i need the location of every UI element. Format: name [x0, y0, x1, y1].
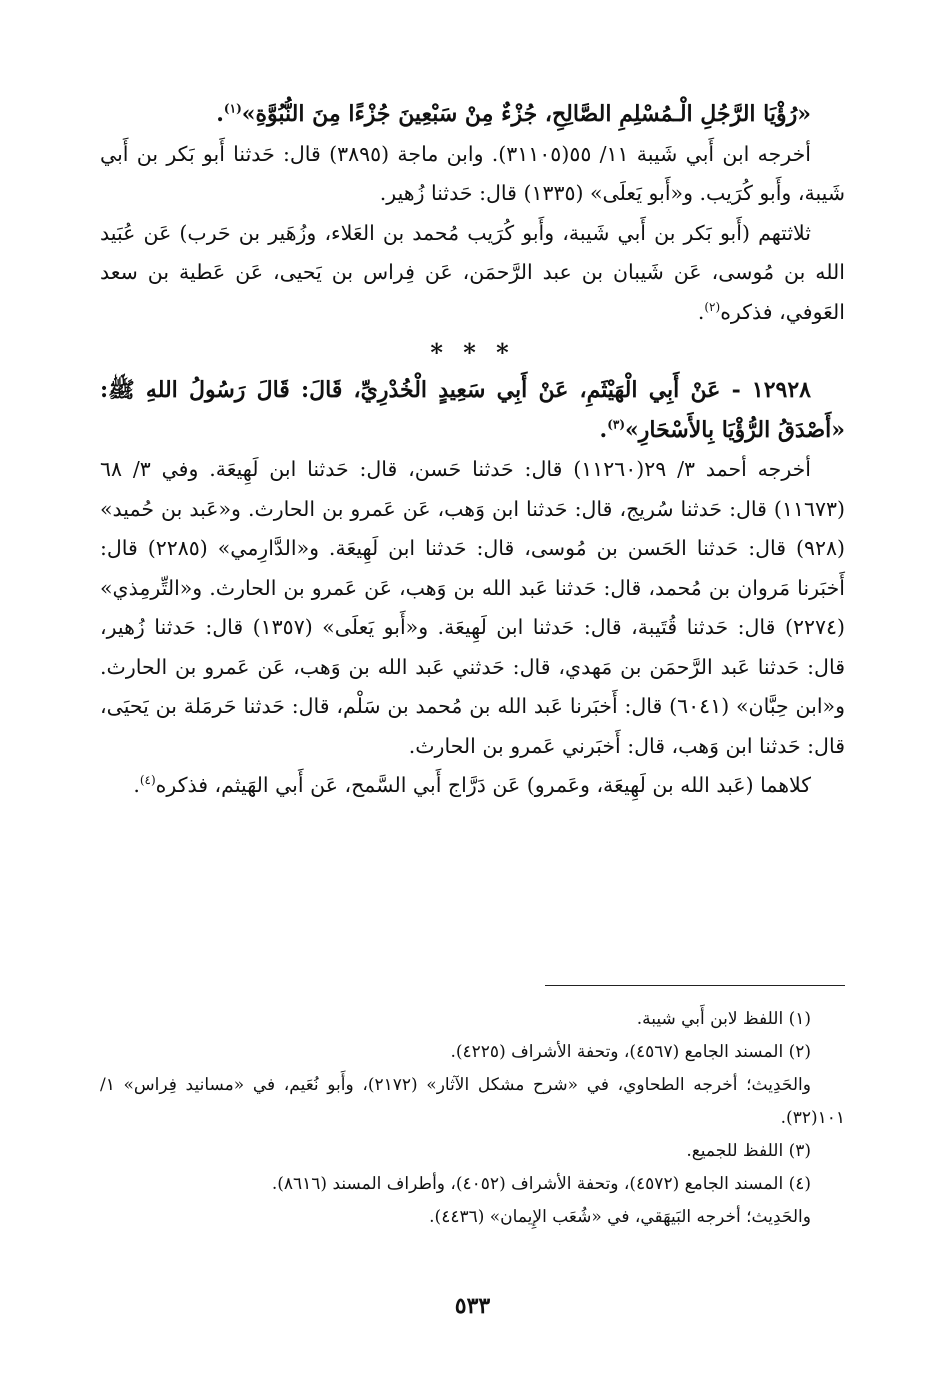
footnote-1: (١) اللفظ لابن أَبي شيبة.: [636, 1009, 811, 1029]
isnad-paragraph-2: كلاهما (عَبد الله بن لَهِيعَة، وعَمرو) عَن دَرَّاج أَبي السَّمح، عَن أَبي الهَيثم، فذكره$^{(٤)}$.: [133, 773, 811, 797]
footnote-3: (٣) اللفظ للجميع.: [686, 1141, 811, 1161]
hadith-number: ١٢٩٢٨ -: [731, 377, 811, 403]
footnote-ref-4: (٤): [139, 773, 156, 788]
hadith-12928: ١٢٩٢٨ - عَنْ أَبِي الْهَيْثَمِ، عَنْ أَبِي سَعِيدٍ الْخُدْرِيِّ، قَالَ: قَالَ رَسُولُ اللهِ ﷺ: «أَصْدَقُ الرُّؤْيَا بِالأَسْحَارِ»$^{(٣)}$.: [100, 377, 845, 443]
page: [100, 95, 845, 1365]
isnad-1-text: ثلاثتهم (أَبو بَكر بن أَبي شَيبة، وأَبو كُرَيب مُحمد بن العَلاء، وزُهَير بن حَرب) عَن عُبَيد الله بن مُوسى، عَن شَيبان بن عبد الرَّحمَن، عَن فِراس بن يَحيى، عَن عَطية بن سعد العَوفي، فذكره: [100, 220, 845, 324]
footnote-ref-1: (١): [223, 101, 242, 116]
hadith-prev-matn: «رُؤْيَا الرَّجُلِ الْـمُسْلِمِ الصَّالِحِ، جُزْءٌ مِنْ سَبْعِينَ جُزْءًا مِنَ النُّبُوَّةِ»: [241, 101, 811, 127]
isnad-2-text: كلاهما (عَبد الله بن لَهِيعَة، وعَمرو) عَن دَرَّاج أَبي السَّمح، عَن أَبي الهَيثم، فذكره: [155, 773, 811, 797]
footnote-2: (٢) المسند الجامع (٤٥٦٧)، وتحفة الأشراف (٤٢٢٥).: [450, 1042, 811, 1062]
hadith-prev-text: «رُؤْيَا الرَّجُلِ الْـمُسْلِمِ الصَّالِحِ، جُزْءٌ مِنْ سَبْعِينَ جُزْءًا مِنَ النُّبُوَّةِ»$^{(١)}$.: [216, 101, 811, 127]
footnote-separator-line: [545, 985, 845, 986]
footnote-2-continued: والحَدِيث؛ أخرجه الطحاوي، في «شرح مشكل الآثار» (٢١٧٢)، وأَبو نُعَيم، في «مسانيد فِراس» ١/ ١٠١(٣٢).: [100, 1075, 845, 1128]
footnote-ref-2: (٢): [704, 299, 721, 314]
footnotes: [100, 1003, 845, 1234]
footnote-4-continued: والحَدِيث؛ أخرجه البَيهَقي، في «شُعَب الإِيمان» (٤٤٣٦).: [429, 1207, 811, 1227]
footnote-4: (٤) المسند الجامع (٤٥٧٢)، وتحفة الأشراف (٤٠٥٢)، وأطراف المسند (٨٦١٦).: [271, 1174, 811, 1194]
hadith-12928-text: عَنْ أَبِي الْهَيْثَمِ، عَنْ أَبِي سَعِيدٍ الْخُدْرِيِّ، قَالَ: قَالَ رَسُولُ اللهِ ﷺ: «أَصْدَقُ الرُّؤْيَا بِالأَسْحَارِ»: [100, 377, 845, 443]
takhrij-paragraph-2: أخرجه أحمد ٣/ ٢٩(١١٢٦٠) قال: حَدثنا حَسن، قال: حَدثنا ابن لَهِيعَة. وفي ٣/ ٦٨ (١١٦٧٣) قال: حَدثنا سُريج، قال: حَدثنا ابن وَهب، عَن عَمرو بن الحارث. و«عَبد بن حُميد» (٩٢٨) قال: حَدثنا الحَسن بن مُوسى، قال: حَدثنا ابن لَهِيعَة. و«الدَّارِمي» (٢٢٨٥) قال: أَخبَرنا مَروان بن مُحمد، قال: حَدثنا عَبد الله بن وَهب، عَن عَمرو بن الحارث. و«التِّرمِذي» (٢٢٧٤) قال: حَدثنا قُتَيبة، قال: حَدثنا ابن لَهِيعَة. و«أَبو يَعلَى» (١٣٥٧) قال: حَدثنا زُهير، قال: حَدثنا عَبد الرَّحمَن بن مَهدي، قال: حَدثني عَبد الله بن وَهب، عَن عَمرو بن الحارث. و«ابن حِبَّان» (٦٠٤١) قال: أَخبَرنا عَبد الله بن مُحمد بن سَلْم، قال: حَدثنا حَرمَلة بن يَحيَى، قال: حَدثنا ابن وَهب، قال: أَخبَرني عَمرو بن الحارث.: [100, 457, 845, 758]
main-text: [100, 95, 845, 806]
takhrij-paragraph-1: أخرجه ابن أَبي شَيبة ١١/ ٥٥(٣١١٠٥). وابن ماجة (٣٨٩٥) قال: حَدثنا أَبو بَكر بن أَبي شَيبة، وأَبو كُرَيب. و«أَبو يَعلَى» (١٣٣٥) قال: حَدثنا زُهير.: [100, 141, 845, 205]
page-number: ٥٣٣: [454, 1293, 491, 1319]
isnad-paragraph-1: ثلاثتهم (أَبو بَكر بن أَبي شَيبة، وأَبو كُرَيب مُحمد بن العَلاء، وزُهَير بن حَرب) عَن عُبَيد الله بن مُوسى، عَن شَيبان بن عبد الرَّحمَن، عَن فِراس بن يَحيى، عَن عَطية بن سعد العَوفي، فذكره$^{(٢)}$.: [100, 220, 845, 324]
section-separator: * * *: [430, 338, 515, 367]
footnote-ref-3: (٣): [607, 417, 626, 432]
